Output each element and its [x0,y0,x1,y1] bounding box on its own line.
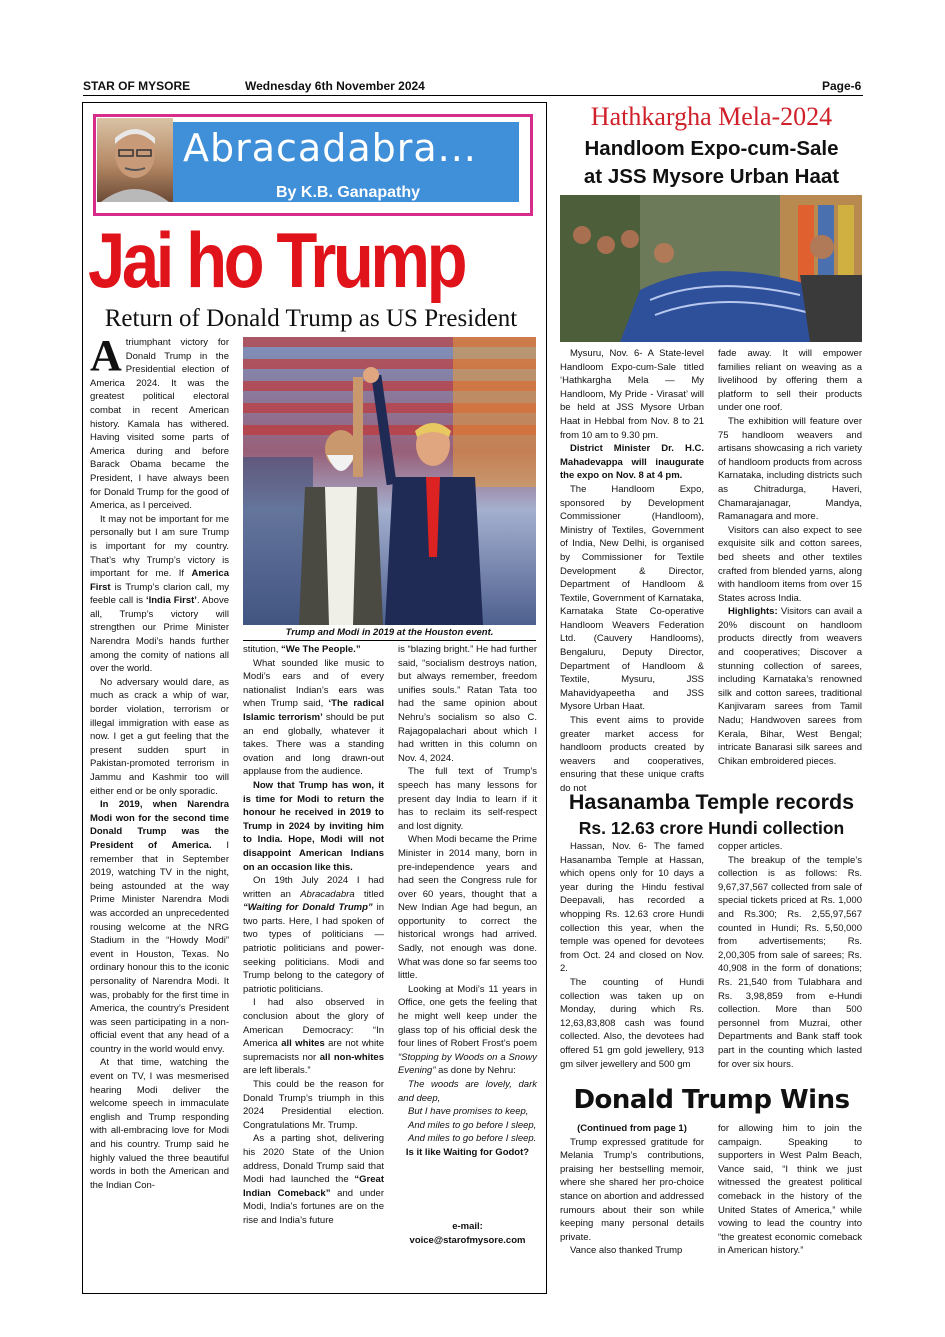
hasanamba-column-2: copper articles. The breakup of the temple’s collection is as follows: Rs. 9,67,37,567 collected from sale of special tickets priced at Rs. 1,000 and Rs.300; Rs. 2,55,97,567 counted in Hundi; Rs. 5,50,000 from advertisements; Rs. 2,00,305 from sale of sarees; Rs. 40,908 in the form of donations; Rs. 21,540 from Tulabhara and Rs. 3,98,859 from e-Hundi collection. More than 500 personnel from Muzrai, other Departments and Bank staff took part in the counting which lasted for over six hours. [718,841,862,1070]
caption-rule [243,640,536,641]
handloom-headline-2: at JSS Mysore Urban Haat [583,165,840,188]
email-address: voice@starofmysore.com [409,1235,526,1246]
main-article-column-3: is “blazing bright.” He had further said, “socialism destroys nation, but always remember, freedom unifies souls.” Ratan Tata too had the same opinion about Nehru’s socialism so also C. Rajagopalachari about which I had written in this column on Nov. 4, 2024. The full text of Trump’s speech has many lessons for present day India to learn if it has to reclaim its self-respect and lost dignity. When Modi became the Prime Minister in 2014 many, born in pre-independence years and had seen the Congress rule for over 60 years, thought that a New Indian Age had begun, an opportunity to correct the historical wrongs had arrived. Sadly, not enough was done. What was done so far seems too little. Looking at Modi’s 11 years in Office, one gets the feeling that he might well keep under the glass top of his official desk the four lines of Robert Frost’s poem “Stopping by Woods on a Snowy Evening” as done by Nehru: The woods are lovely, dark and deep, But I have promises to keep, And miles to go before I sleep, And miles to go before I sleep. Is it like Waiting for Godot? [398,644,537,1158]
column-byline: By K.B. Ganapathy [275,184,421,201]
handloom-column-1: Mysuru, Nov. 6- A State-level Handloom Expo-cum-Sale titled ‘Hathkargha Mela — My Handloom, My Pride - Virasat’ will be held at JSS Mysore Urban Haat in Hebbal from Nov. 8 to 21 from 10 am to 9.30 pm. District Minister Dr. H.C. Mahadevappa will inaugurate the expo on Nov. 8 at 4 pm. The Handloom Expo, sponsored by Development Commissioner (Handloom), Ministry of Textiles, Government of India, New Delhi, is organised by Commissioner for Textile Development & Director, Department of Handloom & Textile, Government of Karnataka, Karnataka State Co-operative Handloom Weavers Federation Ltd. (Cauvery Handlooms), Bengaluru, Deputy Director, Department of Handloom & Textile, Mysuru, JSS Mahavidyapeetha and JSS Mysore Urban Haat. This event aims to provide greater market access for handloom products created by weavers and cooperatives, ensuring that these unique crafts do not [560,348,704,794]
main-headline: Jai ho Trump [88,216,465,304]
continued-note: (Continued from page 1) [577,1123,687,1134]
trump-wins-headline: Donald Trump Wins [573,1085,850,1115]
trump-wins-column-2: for allowing him to join the campaign. Speaking to supporters in West Palm Beach, Vance said, “I think we just witnessed the greatest political comeback in the history of the United States of America,” while vowing to lead the country into “the greatest economic comeback in American history.” [718,1123,862,1257]
handloom-column-2: fade away. It will empower families reliant on weaving as a livelihood by offering them a platform to sell their products under one roof. The exhibition will feature over 75 handloom weavers and artisans showcasing a rich variety of handloom products from across Karnataka, including districts such as Chitradurga, Haveri, Chamarajanagar, Mandya, Ramanagara and more. Visitors can also expect to see exquisite silk and cotton sarees, bed sheets and other textiles crafted from blended yarns, along with handloom items from over 15 States across India. Highlights: Visitors can avail a 20% discount on handloom products directly from weavers and cooperatives; Discover a stunning collection of sarees, including Karnataka’s renowned silk and cotton sarees, traditional Kanjivaram sarees from Tamil Nadu; Handwoven sarees from Kerala, Bihar, West Bengal; intricate Banarasi silk sarees and Chikan embroidered pieces. [718,348,862,767]
column-title: Abracadabra... [183,126,477,170]
trump-wins-column-1: (Continued from page 1) Trump expressed gratitude for Melania Trump’s contributions, praising her bestselling memoir, where she shared her pro-choice stance on abortion and addressed rumours about their son while keeping many personal details private. Vance also thanked Trump [560,1123,704,1257]
portrait-image [97,118,173,202]
email-label: e-mail: [452,1221,483,1232]
page-number: Page-6 [822,79,862,93]
drop-cap: A [90,331,122,380]
main-photo [243,337,536,625]
columnist-portrait [97,118,173,202]
publication-name: STAR OF MYSORE [83,79,191,93]
handloom-headline-1: Handloom Expo-cum-Sale [584,137,839,160]
issue-date: Wednesday 6th November 2024 [245,79,425,93]
main-article-column-1: Atriumphant victory for Donald Trump in the Presidential election of America 2024. It was the greatest political electoral combat in recent American history. Kamala has withered. Having visited some parts of America during and before Barack Obama became the President, I have always been for Donald Trump for the good of America, as I perceived. It may not be important for me personally but I am sure Trump is important for my country. That’s why Trump’s victory is important for me. If America First is Trump’s clarion call, my feeble call is ‘India First’. Above all, Trump’s victory will strengthen our Prime Minister Narendra Modi’s hands further among the comity of nations all over the world. No adversary would dare, as much as crack a whip of war, border violation, terrorism or illegal immigration with ease as now. I get a gut feeling that the present sudden spurt in Pakistan-promoted terrorism in Jammu and Kashmir too will either end or be only sporadic. In 2019, when Narendra Modi won for the second time Donald Trump was the President of America. I remember that in September 2019, watching TV in the night, being astounded at the way Prime Minister Narendra Modi was accorded an unprecedented rousing welcome at the NRG Stadium in the “Howdy Modi” event in Houston, Texas. No ordinary honour this to the iconic personality of Narendra Modi. It was, probably for the first time in America, the country’s President was seen participating in a non-official event that any head of a country in the world would envy. At that time, watching the event on TV, I was mesmerised hearing Modi deliver the welcome speech in immaculate english and Trump responding with all-embracing love for Modi and his country. Trump said he highly valued the three beautiful words in both the American and the Indian Con- [90,331,230,1191]
hasanamba-headline-2: Rs. 12.63 crore Hundi collection [578,818,845,838]
header-rule [83,95,863,96]
main-photo-image [243,337,536,625]
handloom-photo [560,195,862,342]
main-article-column-2: stitution, “We The People.” What sounded like music to Modi’s ears and of every nationalist Indian’s ears was when Trump said, ‘The radical Islamic terrorism’ should be put an end globally, whatever it takes. There was a standing ovation and long drawn-out applause from the audience. Now that Trump has won, it is time for Modi to return the honour he received in 2019 to Trump in 2024 by inviting him to India. Hope, Modi will not disappoint American Indians on an occasion like this. On 19th July 2024 I had written an Abracadabra titled “Waiting for Donald Trump” in two parts. Here, I had spoken of two types of politicians — patriotic politicians and power-seeking politicians. Modi and Trump belong to the category of patriotic politicians. I had also observed in conclusion about the glory of American Democracy: “In America all whites are not white supremacists nor all non-whites are left liberals.” This could be the reason for Donald Trump’s triumph in this 2024 Presidential election. Congratulations Mr. Trump. As a parting shot, delivering his 2020 State of the Union address, Donald Trump said that Modi had launched the “Great Indian Comeback” and under Modi, India’s fortunes are on the rise and India’s future [243,644,385,1226]
hasanamba-headline-1: Hasanamba Temple records [568,790,855,814]
photo-caption: Trump and Modi in 2019 at the Houston event. [285,627,494,638]
handloom-photo-image [560,195,862,342]
main-subheadline: Return of Donald Trump as US President [104,305,518,332]
handloom-kicker: Hathkargha Mela-2024 [590,102,833,131]
hasanamba-column-1: Hassan, Nov. 6- The famed Hasanamba Temple at Hassan, which opens only for 10 days a year during the Hindu festival Deepavali, has recorded a whopping Rs. 12.63 crore Hundi collection this year, when the temple was opened for devotees from Oct. 24 and closed on Nov. 2. The counting of Hundi collection was taken up on Monday, during which Rs. 12,63,83,808 cash was found collected. Also, the devotees had offered 51 gm gold jewellery, 913 gm silver jewellery and 500 gm [560,841,704,1070]
